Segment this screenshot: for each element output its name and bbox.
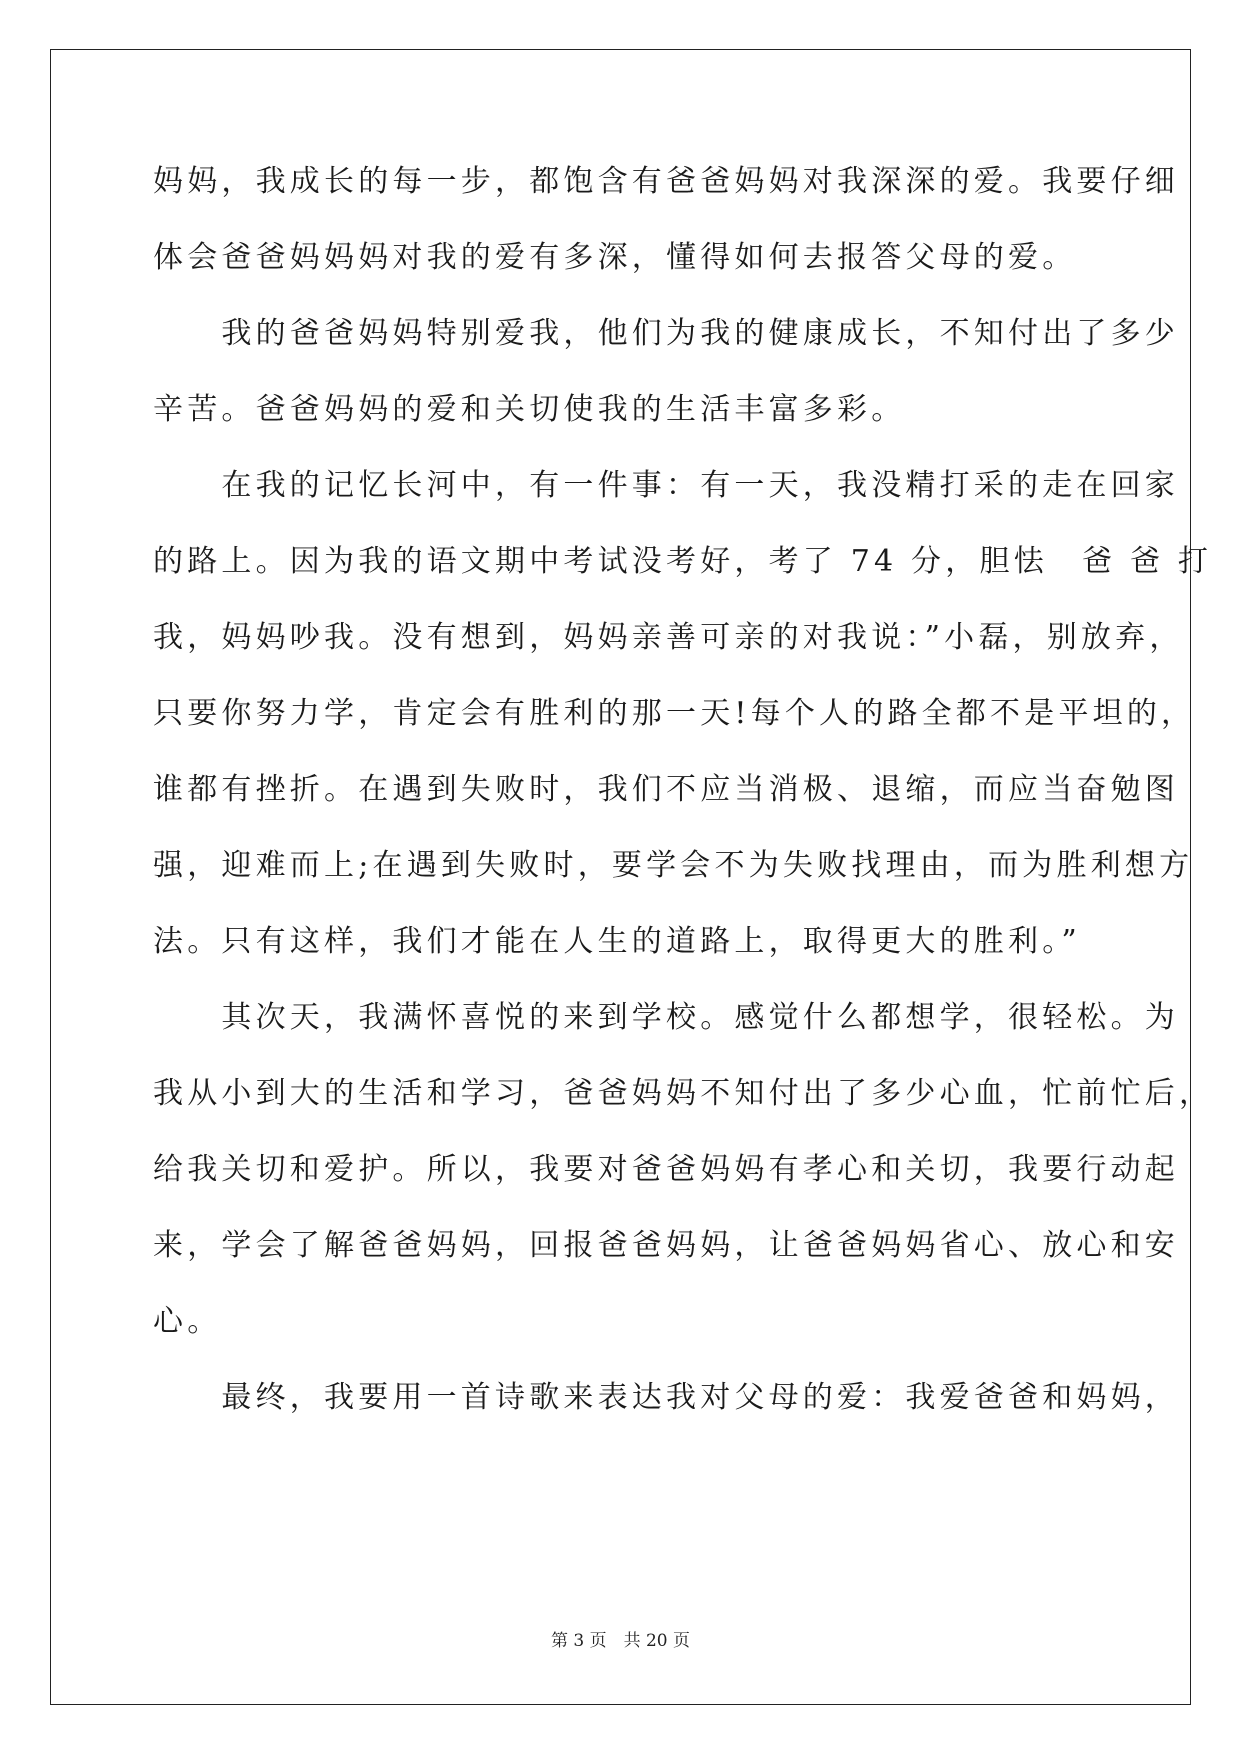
text-line: 最终，我要用一首诗歌来表达我对父母的爱：我爱爸爸和妈妈， [153,1380,1179,1415]
text-line: 的路上。因为我的语文期中考试没考好，考了 74 分，胆怯 爸 爸 打 [153,544,1213,579]
text-line: 体会爸爸妈妈妈对我的爱有多深，懂得如何去报答父母的爱。 [153,240,1077,275]
text-line: 法。只有这样，我们才能在人生的道路上，取得更大的胜利。” [153,924,1081,959]
text-line: 给我关切和爱护。所以，我要对爸爸妈妈有孝心和关切，我要行动起 [153,1152,1179,1187]
text-line: 谁都有挫折。在遇到失败时，我们不应当消极、退缩，而应当奋勉图 [153,772,1179,807]
page-number-footer: 第 3 页 共 20 页 [550,1631,691,1651]
text-line: 心。 [153,1304,222,1339]
text-line: 其次天，我满怀喜悦的来到学校。感觉什么都想学，很轻松。为 [153,1000,1179,1035]
text-line: 来，学会了解爸爸妈妈，回报爸爸妈妈，让爸爸妈妈省心、放心和安 [153,1228,1179,1263]
text-line: 我，妈妈吵我。没有想到，妈妈亲善可亲的对我说：”小磊，别放弃， [153,620,1184,655]
text-line: 妈妈，我成长的每一步，都饱含有爸爸妈妈对我深深的爱。我要仔细 [153,164,1179,199]
text-line: 辛苦。爸爸妈妈的爱和关切使我的生活丰富多彩。 [153,392,906,427]
text-line: 我的爸爸妈妈特别爱我，他们为我的健康成长，不知付出了多少 [153,316,1179,351]
text-line: 在我的记忆长河中，有一件事：有一天，我没精打采的走在回家 [153,468,1179,503]
text-line: 强，迎难而上;在遇到失败时，要学会不为失败找理由，而为胜利想方 [153,848,1194,883]
text-line: 我从小到大的生活和学习，爸爸妈妈不知付出了多少心血，忙前忙后， [153,1076,1214,1111]
text-line: 只要你努力学，肯定会有胜利的那一天!每个人的路全都不是平坦的， [153,696,1196,731]
